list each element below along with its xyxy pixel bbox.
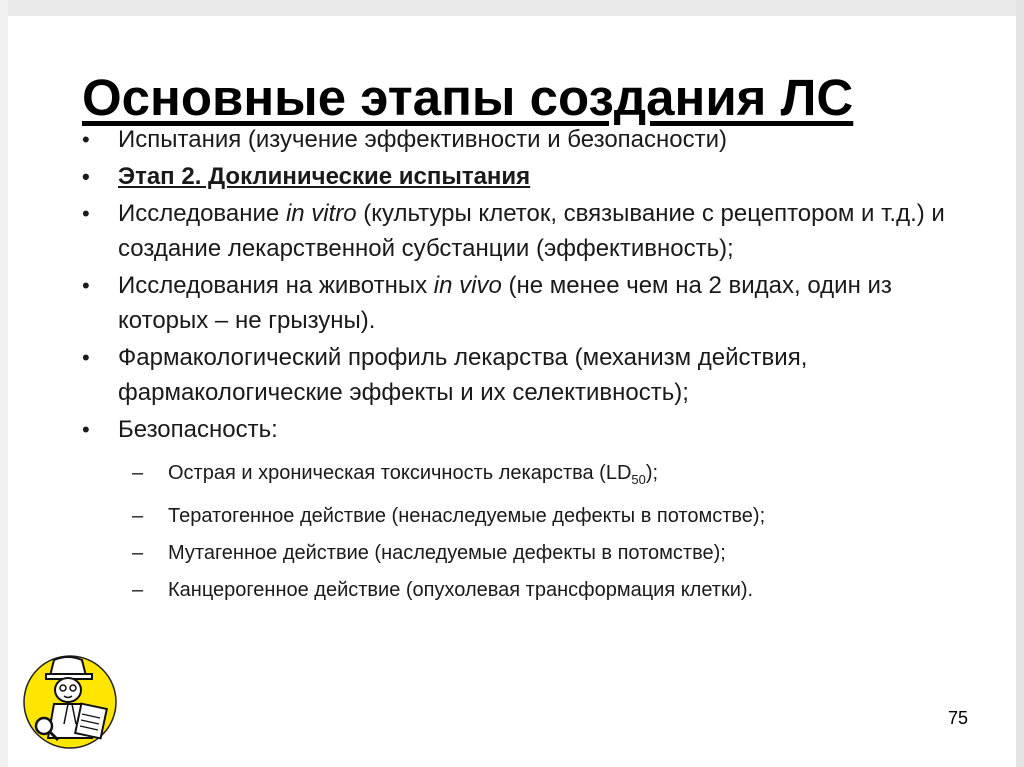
bullet-text: Испытания (изучение эффективности и безопасности) bbox=[118, 126, 728, 153]
sub-item bbox=[132, 498, 960, 535]
sub-list bbox=[118, 455, 960, 609]
bullet-text-italic: in vivo bbox=[433, 272, 502, 299]
bullet-dot: • bbox=[82, 273, 90, 298]
sub-text-pre: Острая и хроническая токсичность лекарства (LD bbox=[168, 462, 632, 484]
page-number: 75 bbox=[947, 708, 968, 728]
sub-dash: – bbox=[132, 579, 144, 601]
sub-dash: – bbox=[132, 542, 144, 564]
bullet-list bbox=[80, 122, 960, 611]
bullet-dot: • bbox=[82, 201, 90, 226]
sub-text: Тератогенное действие (ненаследуемые дефекты в потомстве); bbox=[168, 505, 766, 527]
bullet-text-pre: Исследование bbox=[118, 200, 286, 227]
slide bbox=[8, 16, 1016, 767]
bullet-text-post: (культуры клеток, связывание с рецептором и т.д.) и создание лекарственной субстанции (эффективность); bbox=[118, 200, 945, 262]
bullet-item bbox=[80, 196, 960, 266]
slide-title: Основные этапы создания ЛС bbox=[82, 69, 854, 126]
sub-item bbox=[132, 455, 960, 498]
bullet-text-italic: in vitro bbox=[285, 200, 357, 227]
bullet-text-pre: Исследования на животных bbox=[118, 272, 434, 299]
bullet-item bbox=[80, 122, 960, 157]
sub-dash: – bbox=[132, 462, 144, 484]
sub-dash: – bbox=[132, 505, 144, 527]
sub-text: Канцерогенное действие (опухолевая трансформация клетки). bbox=[168, 579, 754, 601]
sub-text: Мутагенное действие (наследуемые дефекты в потомстве); bbox=[168, 542, 726, 564]
bullet-dot: • bbox=[82, 417, 90, 442]
window-frame-right bbox=[1016, 0, 1024, 767]
window-frame-top bbox=[0, 0, 1024, 16]
bullet-dot: • bbox=[82, 345, 90, 370]
bullet-text: Фармакологический профиль лекарства (механизм действия, фармакологические эффекты и их селективность); bbox=[118, 344, 808, 406]
bullet-item-safety bbox=[80, 412, 960, 609]
sub-item bbox=[132, 572, 960, 609]
bullet-item-stage-heading bbox=[80, 159, 960, 194]
window-frame-left bbox=[0, 0, 8, 767]
sub-text-post: ); bbox=[645, 462, 659, 484]
sub-item bbox=[132, 535, 960, 572]
sub-subscript: 50 bbox=[631, 472, 646, 487]
detective-reading-icon bbox=[20, 646, 126, 752]
bullet-item bbox=[80, 268, 960, 338]
bullet-text: Безопасность: bbox=[118, 416, 278, 443]
bullet-dot: • bbox=[82, 164, 90, 189]
bullet-text: Этап 2. Доклинические испытания bbox=[118, 163, 531, 190]
bullet-dot: • bbox=[82, 127, 90, 152]
bullet-text-post: (не менее чем на 2 видах, один из которых – не грызуны). bbox=[118, 272, 892, 334]
bullet-item bbox=[80, 340, 960, 410]
